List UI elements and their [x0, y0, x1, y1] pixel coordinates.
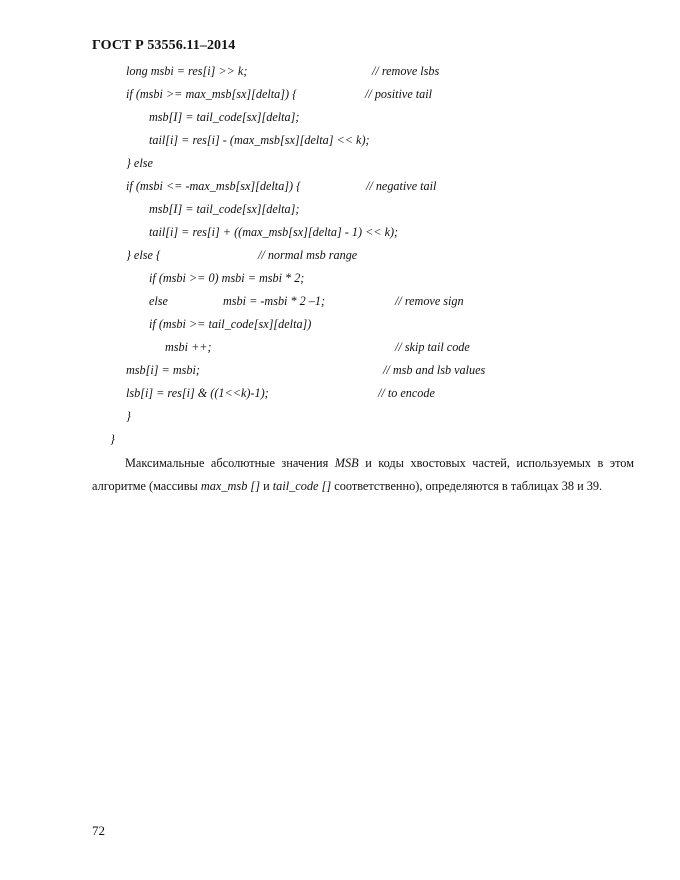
code-line: msbi ++; [165, 340, 212, 354]
paragraph-text: Максимальные абсолютные значения [125, 456, 335, 470]
code-line: if (msbi >= 0) msbi = msbi * 2; [149, 271, 305, 285]
code-comment: // skip tail code [395, 340, 470, 354]
code-line: } else [126, 156, 153, 170]
paragraph-text: и [260, 479, 273, 493]
code-line: tail[i] = res[i] + ((max_msb[sx][delta] - 1) << k); [149, 225, 399, 239]
code-comment: // remove sign [395, 294, 464, 308]
code-line: msb[I] = tail_code[sx][delta]; [149, 110, 300, 124]
code-line: tail[i] = res[i] - (max_msb[sx][delta] << k); [149, 133, 370, 147]
document-header: ГОСТ Р 53556.11–2014 [92, 38, 236, 53]
code-line: msb[i] = msbi; [126, 363, 200, 377]
code-line: } else { [126, 248, 161, 262]
code-line: if (msbi <= -max_msb[sx][delta]) { [126, 179, 302, 193]
paragraph-term: MSB [334, 456, 359, 470]
body-paragraph [92, 452, 634, 498]
code-line: if (msbi >= max_msb[sx][delta]) { [126, 87, 297, 101]
code-comment: // remove lsbs [372, 64, 440, 78]
code-line: msb[I] = tail_code[sx][delta]; [149, 202, 300, 216]
code-line: } [110, 432, 115, 446]
code-line: } [126, 409, 131, 423]
paragraph-term: tail_code [] [272, 479, 332, 493]
code-comment: // normal msb range [258, 248, 358, 262]
code-comment: // positive tail [365, 87, 433, 101]
code-line: if (msbi >= tail_code[sx][delta]) [149, 317, 312, 331]
code-line-continuation: msbi = -msbi * 2 –1; [223, 294, 325, 308]
paragraph-term: max_msb [] [200, 479, 261, 493]
paragraph-text: соответственно), определяются в таблицах 38 и 39. [331, 479, 603, 493]
code-comment: // to encode [378, 386, 435, 400]
page-number: 72 [92, 823, 105, 838]
code-line: lsb[i] = res[i] & ((1<<k)-1); [126, 386, 269, 400]
paragraph-text: и коды хвостовых частей, используемых в этом алгоритме (массивы [92, 456, 634, 493]
code-comment: // negative tail [366, 179, 437, 193]
code-line: long msbi = res[i] >> k; [126, 64, 248, 78]
code-comment: // msb and lsb values [383, 363, 486, 377]
code-line: else [149, 294, 168, 308]
